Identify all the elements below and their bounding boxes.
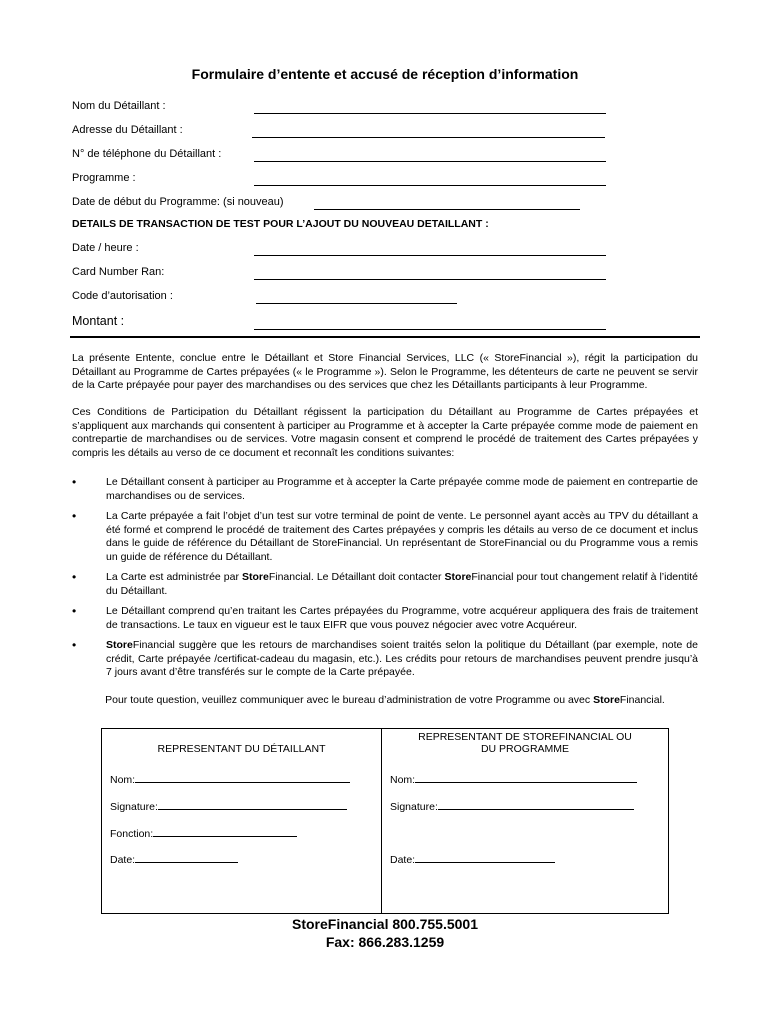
test-transaction-heading: DETAILS DE TRANSACTION DE TEST POUR L’AJOUT DU NOUVEAU DETAILLANT : bbox=[72, 218, 489, 230]
program-row bbox=[72, 172, 612, 188]
signature-box bbox=[101, 728, 669, 914]
condition-text: Le Détaillant comprend qu’en traitant les Cartes prépayées du Programme, votre acquéreur appliquera des frais de traitement de transactions. Le taux en vigueur est le taux EIFR que vous pouvez négocier avec votre Acquéreur. bbox=[106, 605, 698, 631]
storefinancial-name-field[interactable] bbox=[415, 771, 637, 783]
storefinancial-rep-heading-line1: REPRESENTANT DE STOREFINANCIAL OU bbox=[418, 731, 632, 743]
storefinancial-signature-label: Signature: bbox=[390, 801, 438, 813]
date-time-row bbox=[72, 242, 612, 258]
storefinancial-rep-column bbox=[382, 729, 668, 913]
bullet-dot-icon: • bbox=[72, 638, 77, 652]
bullet-dot-icon: • bbox=[72, 570, 77, 584]
bullet-dot-icon: • bbox=[72, 475, 77, 489]
auth-code-row bbox=[72, 290, 612, 306]
storefinancial-date-row bbox=[390, 851, 555, 866]
condition-text: La Carte est administrée par bbox=[106, 571, 242, 583]
condition-text: Financial pour tout changement relatif à l’identité du Détaillant. bbox=[106, 571, 698, 597]
auth-code-field[interactable] bbox=[256, 303, 457, 304]
card-number-label: Card Number Ran: bbox=[72, 266, 165, 278]
retailer-rep-column bbox=[102, 729, 382, 913]
retailer-phone-label: N° de téléphone du Détaillant : bbox=[72, 148, 222, 160]
condition-text: Financial. Le Détaillant doit contacter bbox=[268, 571, 445, 583]
retailer-name-field[interactable] bbox=[254, 113, 606, 114]
storefinancial-date-label: Date: bbox=[390, 854, 416, 866]
retailer-signature-label: Signature: bbox=[110, 801, 158, 813]
retailer-date-row bbox=[110, 851, 238, 866]
retailer-function-row bbox=[110, 825, 297, 840]
storefinancial-name-row bbox=[390, 771, 637, 786]
section-divider bbox=[70, 336, 700, 338]
retailer-name-label: Nom du Détaillant : bbox=[72, 100, 166, 112]
bullet-dot-icon: • bbox=[72, 509, 77, 523]
contact-line bbox=[0, 694, 770, 706]
amount-label: Montant : bbox=[72, 314, 125, 328]
condition-text: Financial suggère que les retours de marchandises soient traités selon la politique du Détaillant (par exemple, note de crédit, Carte prépayée /certificat-cadeau du magasin, etc.). Les crédits pour retours de marchandises peuvent prendre jusqu’à 7 jours avant d’être transférés sur le compte de la Carte prépayée. bbox=[106, 639, 698, 678]
condition-text: Store bbox=[242, 571, 269, 583]
retailer-date-label: Date: bbox=[110, 854, 136, 866]
condition-item bbox=[72, 476, 698, 503]
retailer-rep-heading: REPRESENTANT DU DÉTAILLANT bbox=[157, 743, 326, 755]
condition-text: La Carte prépayée a fait l’objet d’un test sur votre terminal de point de vente. Le personnel ayant accès au TPV du détaillant a été formé et comprend le procédé de traitement des Cartes prépayées y compris les détails au verso de ce document et inclus dans le guide de référence du Détaillant de StoreFinancial. Un représentant de StoreFinancial ou du Programme vous a remis un guide de référence du Détaillant. bbox=[106, 510, 698, 563]
start-date-row bbox=[72, 196, 612, 212]
retailer-address-row bbox=[72, 124, 612, 140]
conditions-paragraph: Ces Conditions de Participation du Détaillant régissent la participation du Détaillant au Programme de Cartes prépayées et s’appliquent aux marchands qui consentent à participer au Programme et à accepter la Carte prépayée comme mode de paiement en contrepartie de marchandises ou de services. Votre magasin consent et comprend le procédé de traitement des Cartes prépayées y compris les détails au verso de ce document et reconnaît les conditions suivantes: bbox=[72, 406, 698, 459]
retailer-name-sig-label: Nom: bbox=[110, 774, 136, 786]
footer-phone: StoreFinancial 800.755.5001 bbox=[292, 916, 478, 932]
retailer-address-label: Adresse du Détaillant : bbox=[72, 124, 183, 136]
amount-row bbox=[72, 314, 612, 332]
card-number-row bbox=[72, 266, 612, 282]
retailer-function-field[interactable] bbox=[153, 825, 297, 837]
retailer-name-sig-field[interactable] bbox=[135, 771, 350, 783]
storefinancial-signature-field[interactable] bbox=[438, 798, 634, 810]
footer-fax: Fax: 866.283.1259 bbox=[325, 934, 445, 950]
start-date-label: Date de début du Programme: (si nouveau) bbox=[72, 196, 284, 208]
retailer-name-row bbox=[72, 100, 612, 116]
condition-text: Le Détaillant consent à participer au Programme et à accepter la Carte prépayée comme mode de paiement en contrepartie de marchandises ou de services. bbox=[106, 476, 698, 502]
retailer-signature-field[interactable] bbox=[158, 798, 347, 810]
retailer-phone-row bbox=[72, 148, 612, 164]
condition-item bbox=[72, 510, 698, 564]
start-date-field[interactable] bbox=[314, 209, 580, 210]
program-label: Programme : bbox=[72, 172, 136, 184]
auth-code-label: Code d’autorisation : bbox=[72, 290, 173, 302]
condition-text: Store bbox=[444, 571, 472, 583]
program-field[interactable] bbox=[254, 185, 606, 186]
retailer-date-field[interactable] bbox=[135, 851, 238, 863]
date-time-field[interactable] bbox=[254, 255, 606, 256]
storefinancial-signature-row bbox=[390, 798, 634, 813]
contact-brand-bold: Store bbox=[593, 694, 620, 706]
condition-text: Store bbox=[106, 639, 133, 651]
storefinancial-rep-heading-line2: DU PROGRAMME bbox=[480, 743, 570, 755]
contact-text: Pour toute question, veuillez communiquer avec le bureau d’administration de votre Programme ou avec bbox=[105, 694, 594, 706]
card-number-field[interactable] bbox=[254, 279, 606, 280]
conditions-list bbox=[72, 476, 698, 687]
retailer-signature-row bbox=[110, 798, 347, 813]
retailer-function-label: Fonction: bbox=[110, 828, 154, 840]
bullet-dot-icon: • bbox=[72, 604, 77, 618]
storefinancial-date-field[interactable] bbox=[415, 851, 555, 863]
condition-item bbox=[72, 639, 698, 680]
retailer-phone-field[interactable] bbox=[254, 161, 606, 162]
contact-brand-rest: Financial. bbox=[619, 694, 665, 706]
retailer-name-sig-row bbox=[110, 771, 350, 786]
condition-item bbox=[72, 605, 698, 632]
date-time-label: Date / heure : bbox=[72, 242, 139, 254]
storefinancial-name-label: Nom: bbox=[390, 774, 416, 786]
amount-field[interactable] bbox=[254, 329, 606, 330]
condition-item bbox=[72, 571, 698, 598]
page-title: Formulaire d’entente et accusé de réception d’information bbox=[191, 66, 579, 82]
retailer-address-field[interactable] bbox=[252, 137, 605, 138]
agreement-paragraph: La présente Entente, conclue entre le Détaillant et Store Financial Services, LLC (« StoreFinancial »), régit la participation du Détaillant au Programme de Cartes prépayées (« le Programme »). Selon le Programme, les détenteurs de carte ne peuvent se servir de la Carte prépayée pour payer des marchandises ou des services que chez les Détaillants participants à leur Programme. bbox=[72, 352, 698, 391]
